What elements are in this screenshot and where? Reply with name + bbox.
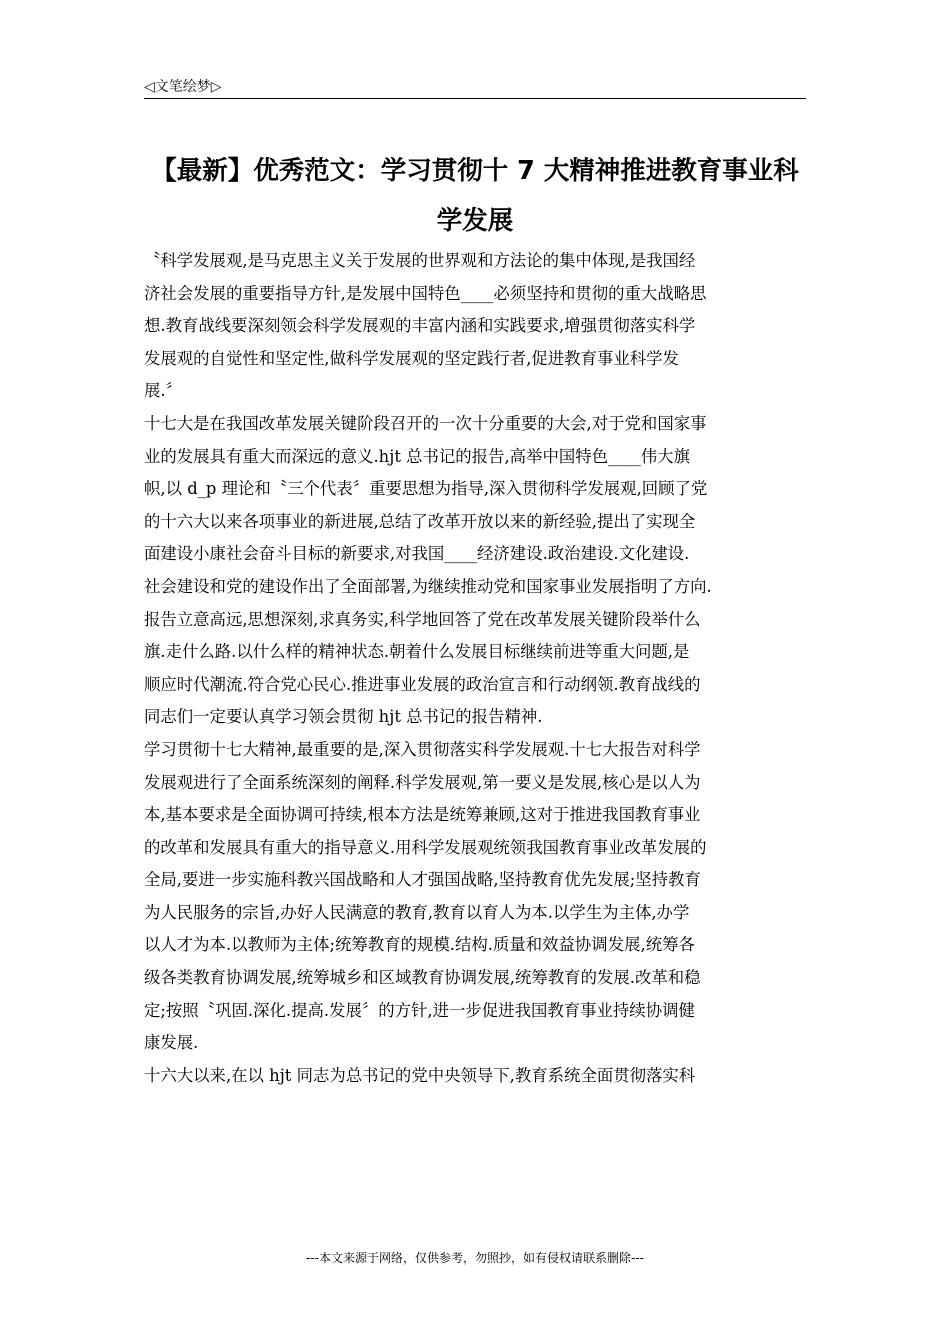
body-line: 旗.走什么路.以什么样的精神状态.朝着什么发展目标继续前进等重大问题,是: [144, 642, 690, 662]
body-line: 定;按照〝巩固.深化.提高.发展〞的方针,进一步促进我国教育事业持续协调健: [144, 1000, 695, 1020]
body-line: 康发展.: [144, 1033, 199, 1053]
body-line: 为人民服务的宗旨,办好人民满意的教育,教育以育人为本.以学生为主体,办学: [144, 902, 690, 922]
body-line: 十七大是在我国改革发展关键阶段召开的一次十分重要的大会,对于党和国家事: [144, 413, 707, 433]
footer-disclaimer: ---本文来源于网络，仅供参考，勿照抄，如有侵权请联系删除---: [306, 1251, 644, 1265]
title-line-1: 【最新】优秀范文：学习贯彻十 7 大精神推进教育事业科: [151, 156, 799, 186]
header-divider: [144, 98, 806, 99]
body-line: 的十六大以来各项事业的新进展,总结了改革开放以来的新经验,提出了实现全: [144, 511, 696, 531]
body-line: 学习贯彻十七大精神,最重要的是,深入贯彻落实科学发展观.十七大报告对科学: [144, 739, 701, 759]
body-line: 面建设小康社会奋斗目标的新要求,对我国____经济建设.政治建设.文化建设.: [144, 544, 690, 564]
body-line: 本,基本要求是全面协调可持续,根本方法是统筹兼顾,这对于推进我国教育事业: [144, 805, 701, 825]
body-line: 十六大以来,在以 hjt 同志为总书记的党中央领导下,教育系统全面贯彻落实科: [144, 1065, 696, 1085]
body-line: 全局,要进一步实施科教兴国战略和人才强国战略,坚持教育优先发展;坚持教育: [144, 870, 701, 890]
document-title: [144, 146, 806, 246]
body-line: 帜,以 d_p 理论和〝三个代表〞重要思想为指导,深入贯彻科学发展观,回顾了党: [144, 479, 708, 499]
body-line: 社会建设和党的建设作出了全面部署,为继续推动党和国家事业发展指明了方向.: [144, 576, 712, 596]
body-line: 级各类教育协调发展,统筹城乡和区域教育协调发展,统筹教育的发展.改革和稳: [144, 968, 701, 988]
body-line: 以人才为本.以教师为主体;统筹教育的规模.结构.质量和效益协调发展,统筹各: [144, 935, 695, 955]
body-line: 报告立意高远,思想深刻,求真务实,科学地回答了党在改革发展关键阶段举什么: [144, 609, 701, 629]
title-line-2: 学发展: [436, 206, 514, 236]
body-line: 展.〞: [144, 381, 182, 401]
body-line: 顺应时代潮流.符合党心民心.推进事业发展的政治宣言和行动纲领.教育战线的: [144, 674, 701, 694]
body-line: 发展观进行了全面系统深刻的阐释.科学发展观,第一要义是发展,核心是以人为: [144, 772, 701, 792]
body-line: 业的发展具有重大而深远的意义.hjt 总书记的报告,高举中国特色____伟大旗: [144, 446, 690, 466]
body-line: 的改革和发展具有重大的指导意义.用科学发展观统领我国教育事业改革发展的: [144, 837, 707, 857]
body-line: 同志们一定要认真学习领会贯彻 hjt 总书记的报告精神.: [144, 707, 543, 727]
body-line: 发展观的自觉性和坚定性,做科学发展观的坚定践行者,促进教育事业科学发: [144, 348, 679, 368]
body-line: 〝科学发展观,是马克思主义关于发展的世界观和方法论的集中体现,是我国经: [144, 251, 696, 270]
document-body: [144, 245, 814, 1092]
body-line: 济社会发展的重要指导方针,是发展中国特色____必须坚持和贯彻的重大战略思: [144, 283, 707, 303]
body-line: 想.教育战线要深刻领会科学发展观的丰富内涵和实践要求,增强贯彻落实科学: [144, 316, 696, 336]
header-brand: ◁文笔绘梦▷: [144, 79, 222, 95]
